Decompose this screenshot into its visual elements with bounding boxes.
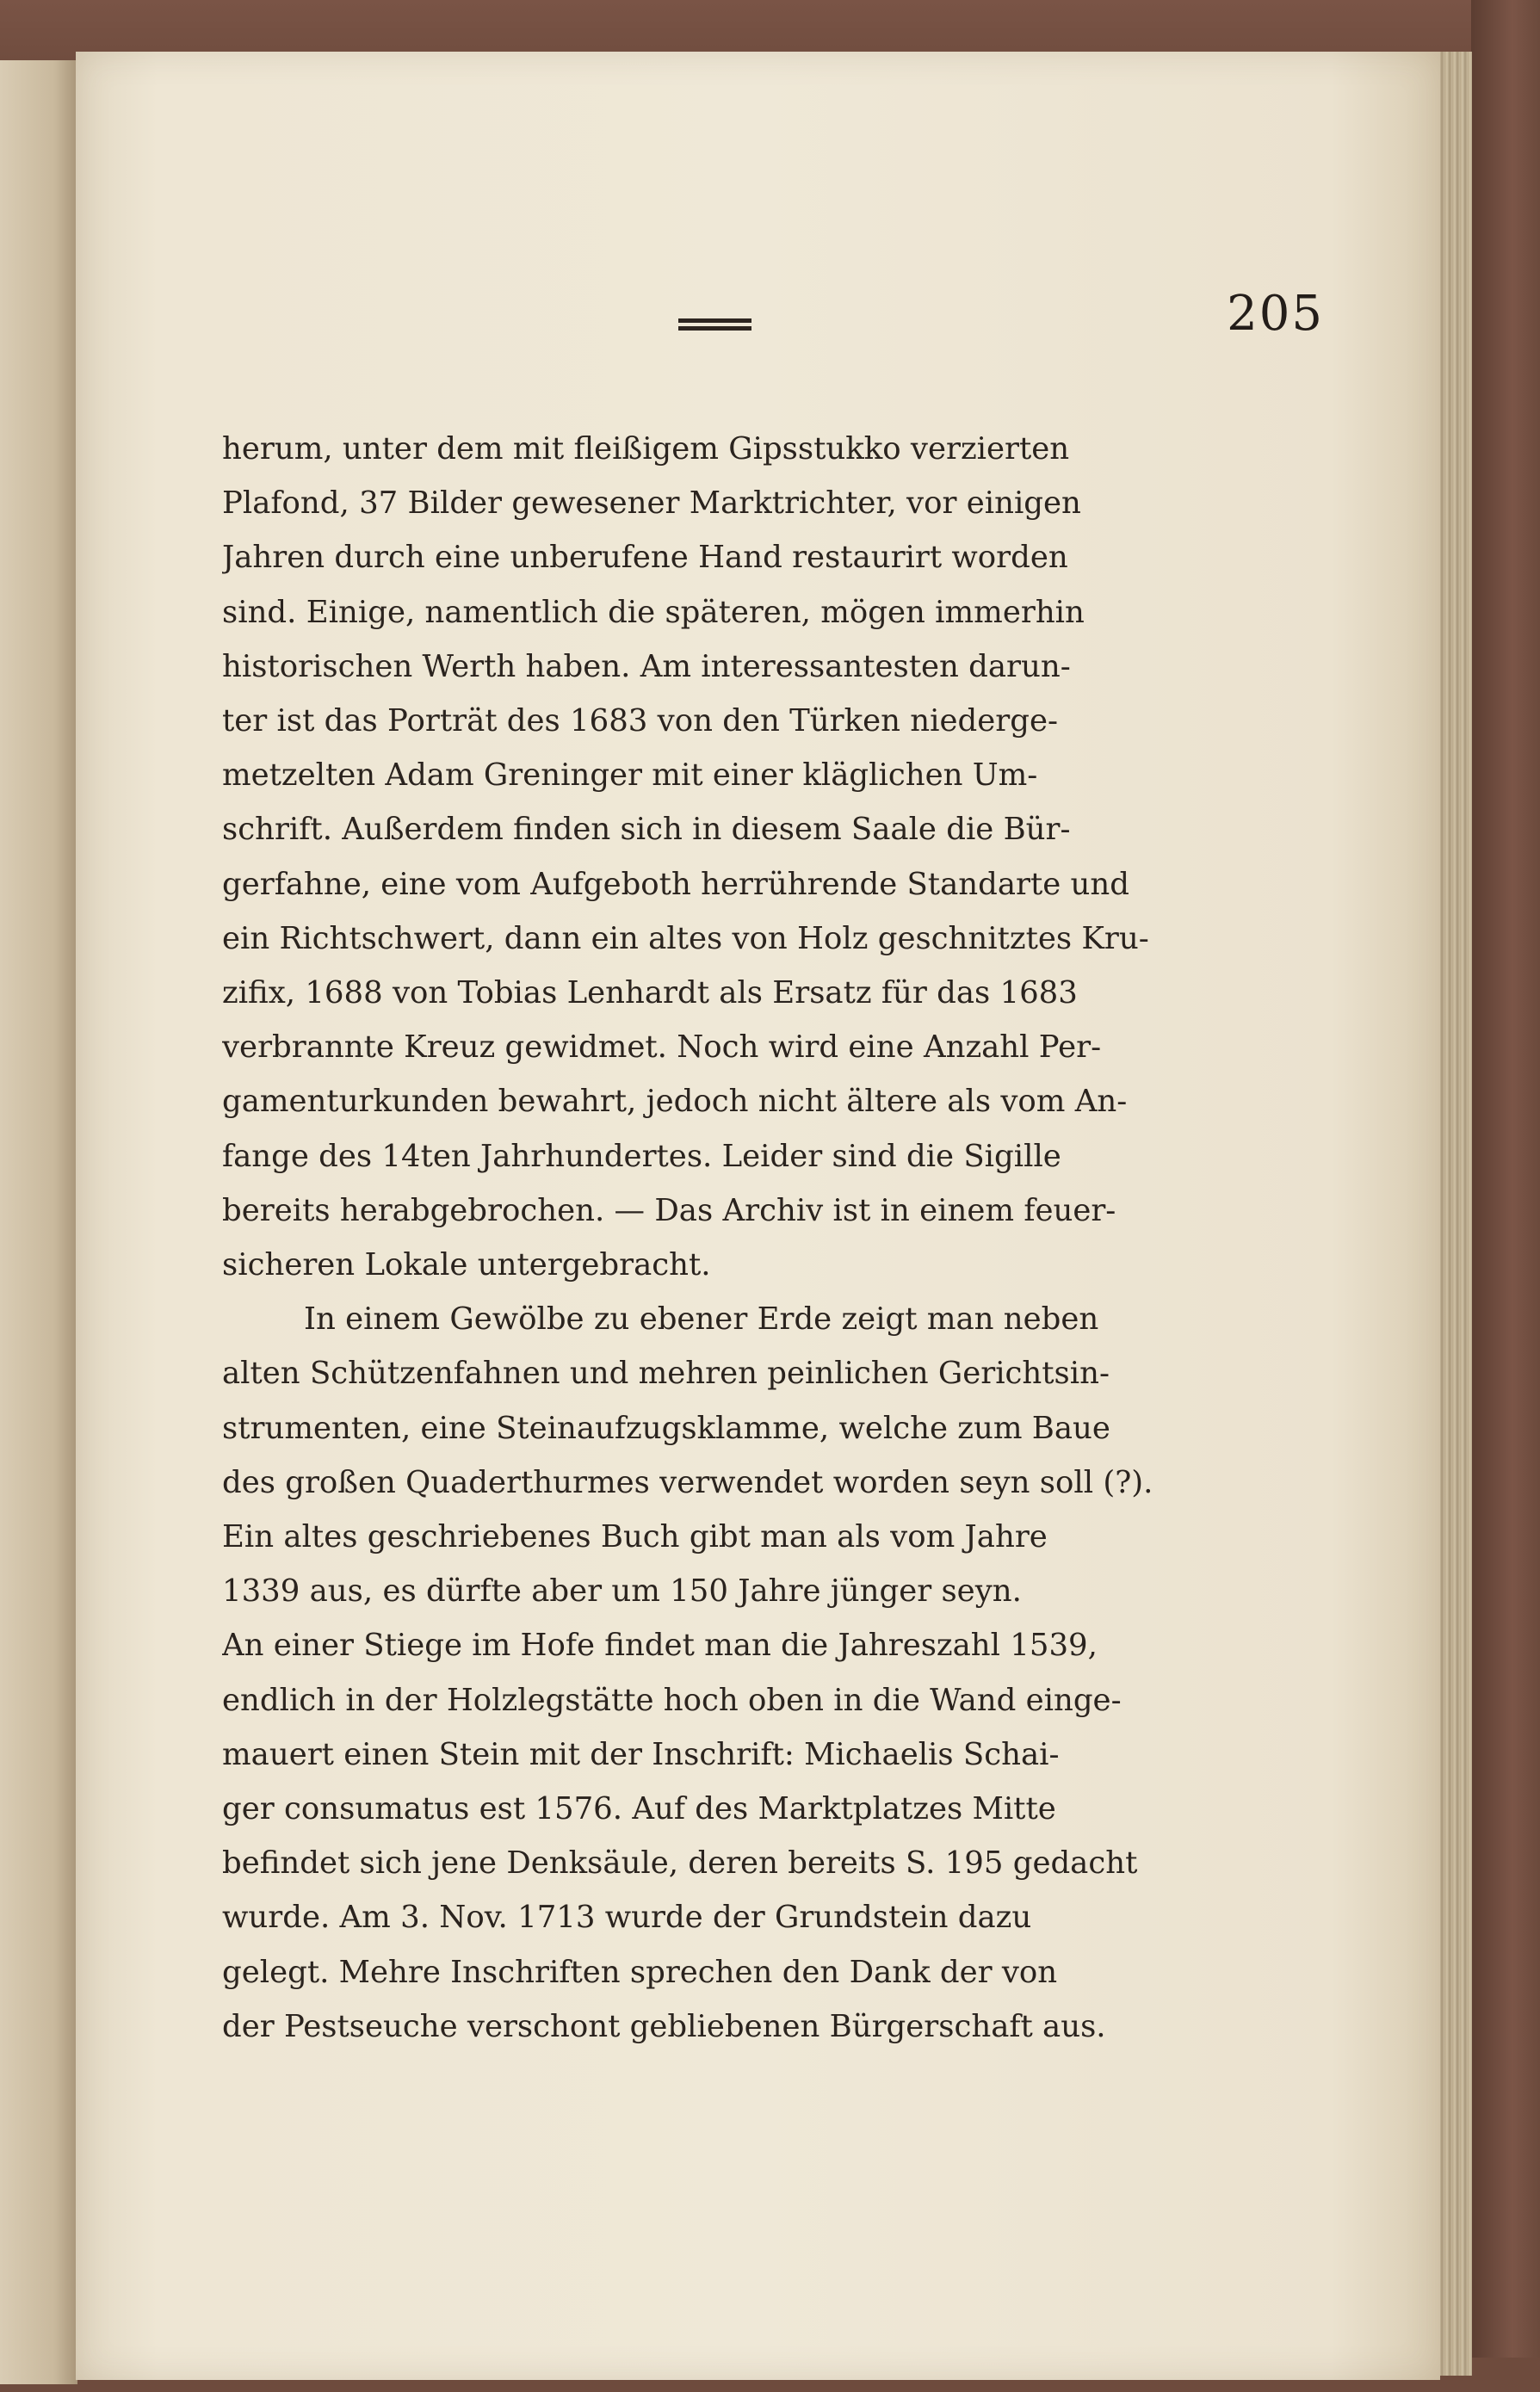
text-line: alten Schützenfahnen und mehren peinlichen Gerichtsin- [222,1356,1110,1392]
text-line: strumenten, eine Steinaufzugsklamme, welche zum Baue [222,1410,1110,1446]
text-line: befindet sich jene Denksäule, deren bereits S. 195 gedacht [222,1845,1138,1882]
text-line: Jahren durch eine unberufene Hand restaurirt worden [222,540,1068,576]
text-line: wurde. Am 3. Nov. 1713 wurde der Grundstein dazu [222,1900,1032,1936]
text-line: endlich in der Holzlegstätte hoch oben in die Wand einge- [222,1682,1122,1718]
text-line: 1339 aus, es dürfte aber um 150 Jahre jünger seyn. [222,1573,1022,1610]
text-line: herum, unter dem mit fleißigem Gipsstukko verzierten [222,431,1070,467]
text-line: historischen Werth haben. Am interessantesten darun- [222,648,1071,684]
text-line: Ein altes geschriebenes Buch gibt man als vom Jahre [222,1519,1048,1555]
text-line: mauert einen Stein mit der Inschrift: Michaelis Schai- [222,1736,1060,1772]
text-line: sind. Einige, namentlich die späteren, mögen immerhin [222,594,1085,630]
book-cover-right [1471,0,1540,2392]
facing-page-edge [0,60,77,2384]
text-line: fange des 14ten Jahrhundertes. Leider sind die Sigille [222,1138,1061,1174]
text-line: schrift. Außerdem finden sich in diesem Saale die Bür- [222,812,1071,848]
text-line: metzelten Adam Greninger mit einer kläglichen Um- [222,757,1038,794]
text-line: ter ist das Porträt des 1683 von den Türken niederge- [222,703,1058,739]
text-line: zifix, 1688 von Tobias Lenhardt als Ersatz für das 1683 [222,975,1078,1011]
text-line: In einem Gewölbe zu ebener Erde zeigt man neben [304,1301,1099,1338]
book-page [76,52,1440,2380]
text-line: Plafond, 37 Bilder gewesener Marktrichter, vor einigen [222,485,1081,522]
page-number: 205 [1227,286,1324,342]
text-line: sicheren Lokale untergebracht. [222,1247,711,1283]
text-line: ein Richtschwert, dann ein altes von Holz geschnitztes Kru- [222,920,1149,956]
text-line: verbrannte Kreuz gewidmet. Noch wird eine Anzahl Per- [222,1029,1102,1066]
paragraph-1 [222,422,1315,1292]
text-line: ger consumatus est 1576. Auf des Marktplatzes Mitte [222,1791,1056,1827]
text-line: gerfahne, eine vom Aufgeboth herrührende Standarte und [222,866,1129,902]
paragraph-2 [222,1292,1315,2054]
body-text [222,422,1315,2054]
text-line: des großen Quaderthurmes verwendet worden seyn soll (?). [222,1464,1153,1500]
text-line: gamenturkunden bewahrt, jedoch nicht ältere als vom An- [222,1084,1128,1120]
text-line: bereits herabgebrochen. — Das Archiv ist in einem feuer- [222,1192,1116,1228]
text-line: der Pestseuche verschont gebliebenen Bürgerschaft aus. [222,2008,1106,2044]
text-line: An einer Stiege im Hofe findet man die Jahreszahl 1539, [222,1628,1098,1664]
text-line: gelegt. Mehre Inschriften sprechen den Dank der von [222,1954,1058,1990]
header-rule-ornament [678,318,751,331]
